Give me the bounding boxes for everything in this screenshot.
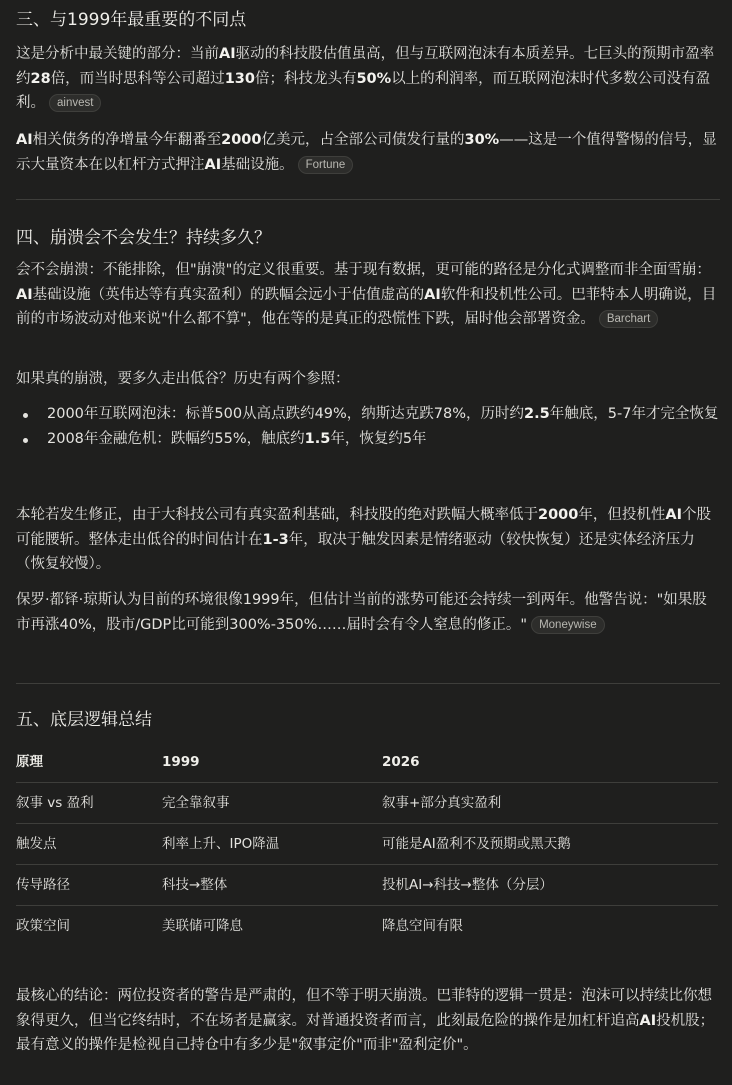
paragraph-text: 这是分析中最关键的部分：当前AI驱动的科技股估值虽高，但与互联网泡沫有本质差异。七巨头的预期市盈率约28倍，而当时思科等公司超过130倍；科技龙头有50%以上的利润率，而互联网泡沫时代多数公司没有盈利。 — [16, 46, 715, 111]
table-cell: 传导路径 — [16, 876, 70, 893]
table-header-row — [16, 742, 718, 783]
paragraph-text: 保罗·都铎·琼斯认为目前的环境很像1999年，但估计当前的涨势可能还会持续一到两年。他警告说："如果股市再涨40%，股市/GDP比可能到300%-350%……届时会有令人窒息的修正。" — [16, 592, 707, 633]
list-item: 2000年互联网泡沫：标普500从高点跌约49%，纳斯达克跌78%，历时约2.5年触底，5-7年才完全恢复 — [16, 402, 720, 427]
table-cell: 政策空间 — [16, 917, 70, 934]
table-row — [16, 906, 718, 947]
table-cell: 科技→整体 — [162, 876, 228, 893]
table-cell: 可能是AI盈利不及预期或黑天鹅 — [382, 835, 571, 852]
column-header: 2026 — [382, 753, 420, 770]
section-4-paragraph-2: 如果真的崩溃，要多久走出低谷？历史有两个参照： — [16, 371, 350, 387]
section-3-paragraph-1 — [16, 42, 720, 116]
table-cell: 叙事 vs 盈利 — [16, 794, 94, 811]
table-row — [16, 865, 718, 906]
table-row — [16, 783, 718, 824]
section-3-title: 三、与1999年最重要的不同点 — [16, 10, 247, 30]
conclusion-paragraph — [16, 984, 720, 1058]
paragraph-text: AI相关债务的净增量今年翻番至2000亿美元，占全部公司债发行量的30%——这是一个值得警惕的信号，显示大量资本在以杠杆方式押注AI基础设施。 — [16, 132, 717, 173]
citation-badge[interactable]: ainvest — [49, 94, 101, 112]
section-3-paragraph-2 — [16, 128, 720, 177]
paragraph-text: 本轮若发生修正，由于大科技公司有真实盈利基础，科技股的绝对跌幅大概率低于2000年，但投机性AI个股可能腰斩。整体走出低谷的时间估计在1-3年，取决于触发因素是情绪驱动（较快恢复）还是实体经济压力（恢复较慢）。 — [16, 507, 711, 572]
section-4-paragraph-4 — [16, 588, 720, 637]
table-cell: 降息空间有限 — [382, 917, 463, 934]
divider — [16, 199, 720, 200]
history-list — [16, 402, 720, 451]
table-cell: 触发点 — [16, 835, 57, 852]
paragraph-text: 最核心的结论：两位投资者的警告是严肃的，但不等于明天崩溃。巴菲特的逻辑一贯是：泡沫可以持续比你想象得更久，但当它终结时，不在场者是赢家。对普通投资者而言，此刻最危险的操作是加杠杆追高AI投机股；最有意义的操作是检视自己持仓中有多少是"叙事定价"而非"盈利定价"。 — [16, 988, 715, 1053]
column-header: 原理 — [16, 753, 43, 770]
section-4-paragraph-3 — [16, 503, 720, 577]
summary-table — [16, 742, 718, 946]
paragraph-text: 会不会崩溃：不能排除，但"崩溃"的定义很重要。基于现有数据，更可能的路径是分化式调整而非全面雪崩：AI基础设施（英伟达等有真实盈利）的跌幅会远小于估值虚高的AI软件和投机性公司。巴菲特本人明确说，目前的市场波动对他来说"什么都不算"，他在等的是真正的恐慌性下跌，届时他会部署资金。 — [16, 262, 717, 327]
section-5-title: 五、底层逻辑总结 — [16, 710, 152, 730]
table-row — [16, 824, 718, 865]
table-cell: 投机AI→科技→整体（分层） — [382, 876, 553, 893]
section-4-paragraph-1 — [16, 258, 720, 332]
section-4-title: 四、崩溃会不会发生？持续多久？ — [16, 228, 271, 248]
divider — [16, 683, 720, 684]
table-cell: 完全靠叙事 — [162, 794, 230, 811]
citation-badge[interactable]: Moneywise — [531, 616, 605, 634]
citation-badge[interactable]: Fortune — [298, 156, 354, 174]
list-item: 2008年金融危机：跌幅约55%，触底约1.5年，恢复约5年 — [16, 427, 720, 452]
column-header: 1999 — [162, 753, 200, 770]
table-cell: 叙事+部分真实盈利 — [382, 794, 502, 811]
citation-badge[interactable]: Barchart — [599, 310, 658, 328]
table-cell: 利率上升、IPO降温 — [162, 835, 280, 852]
table-cell: 美联储可降息 — [162, 917, 243, 934]
